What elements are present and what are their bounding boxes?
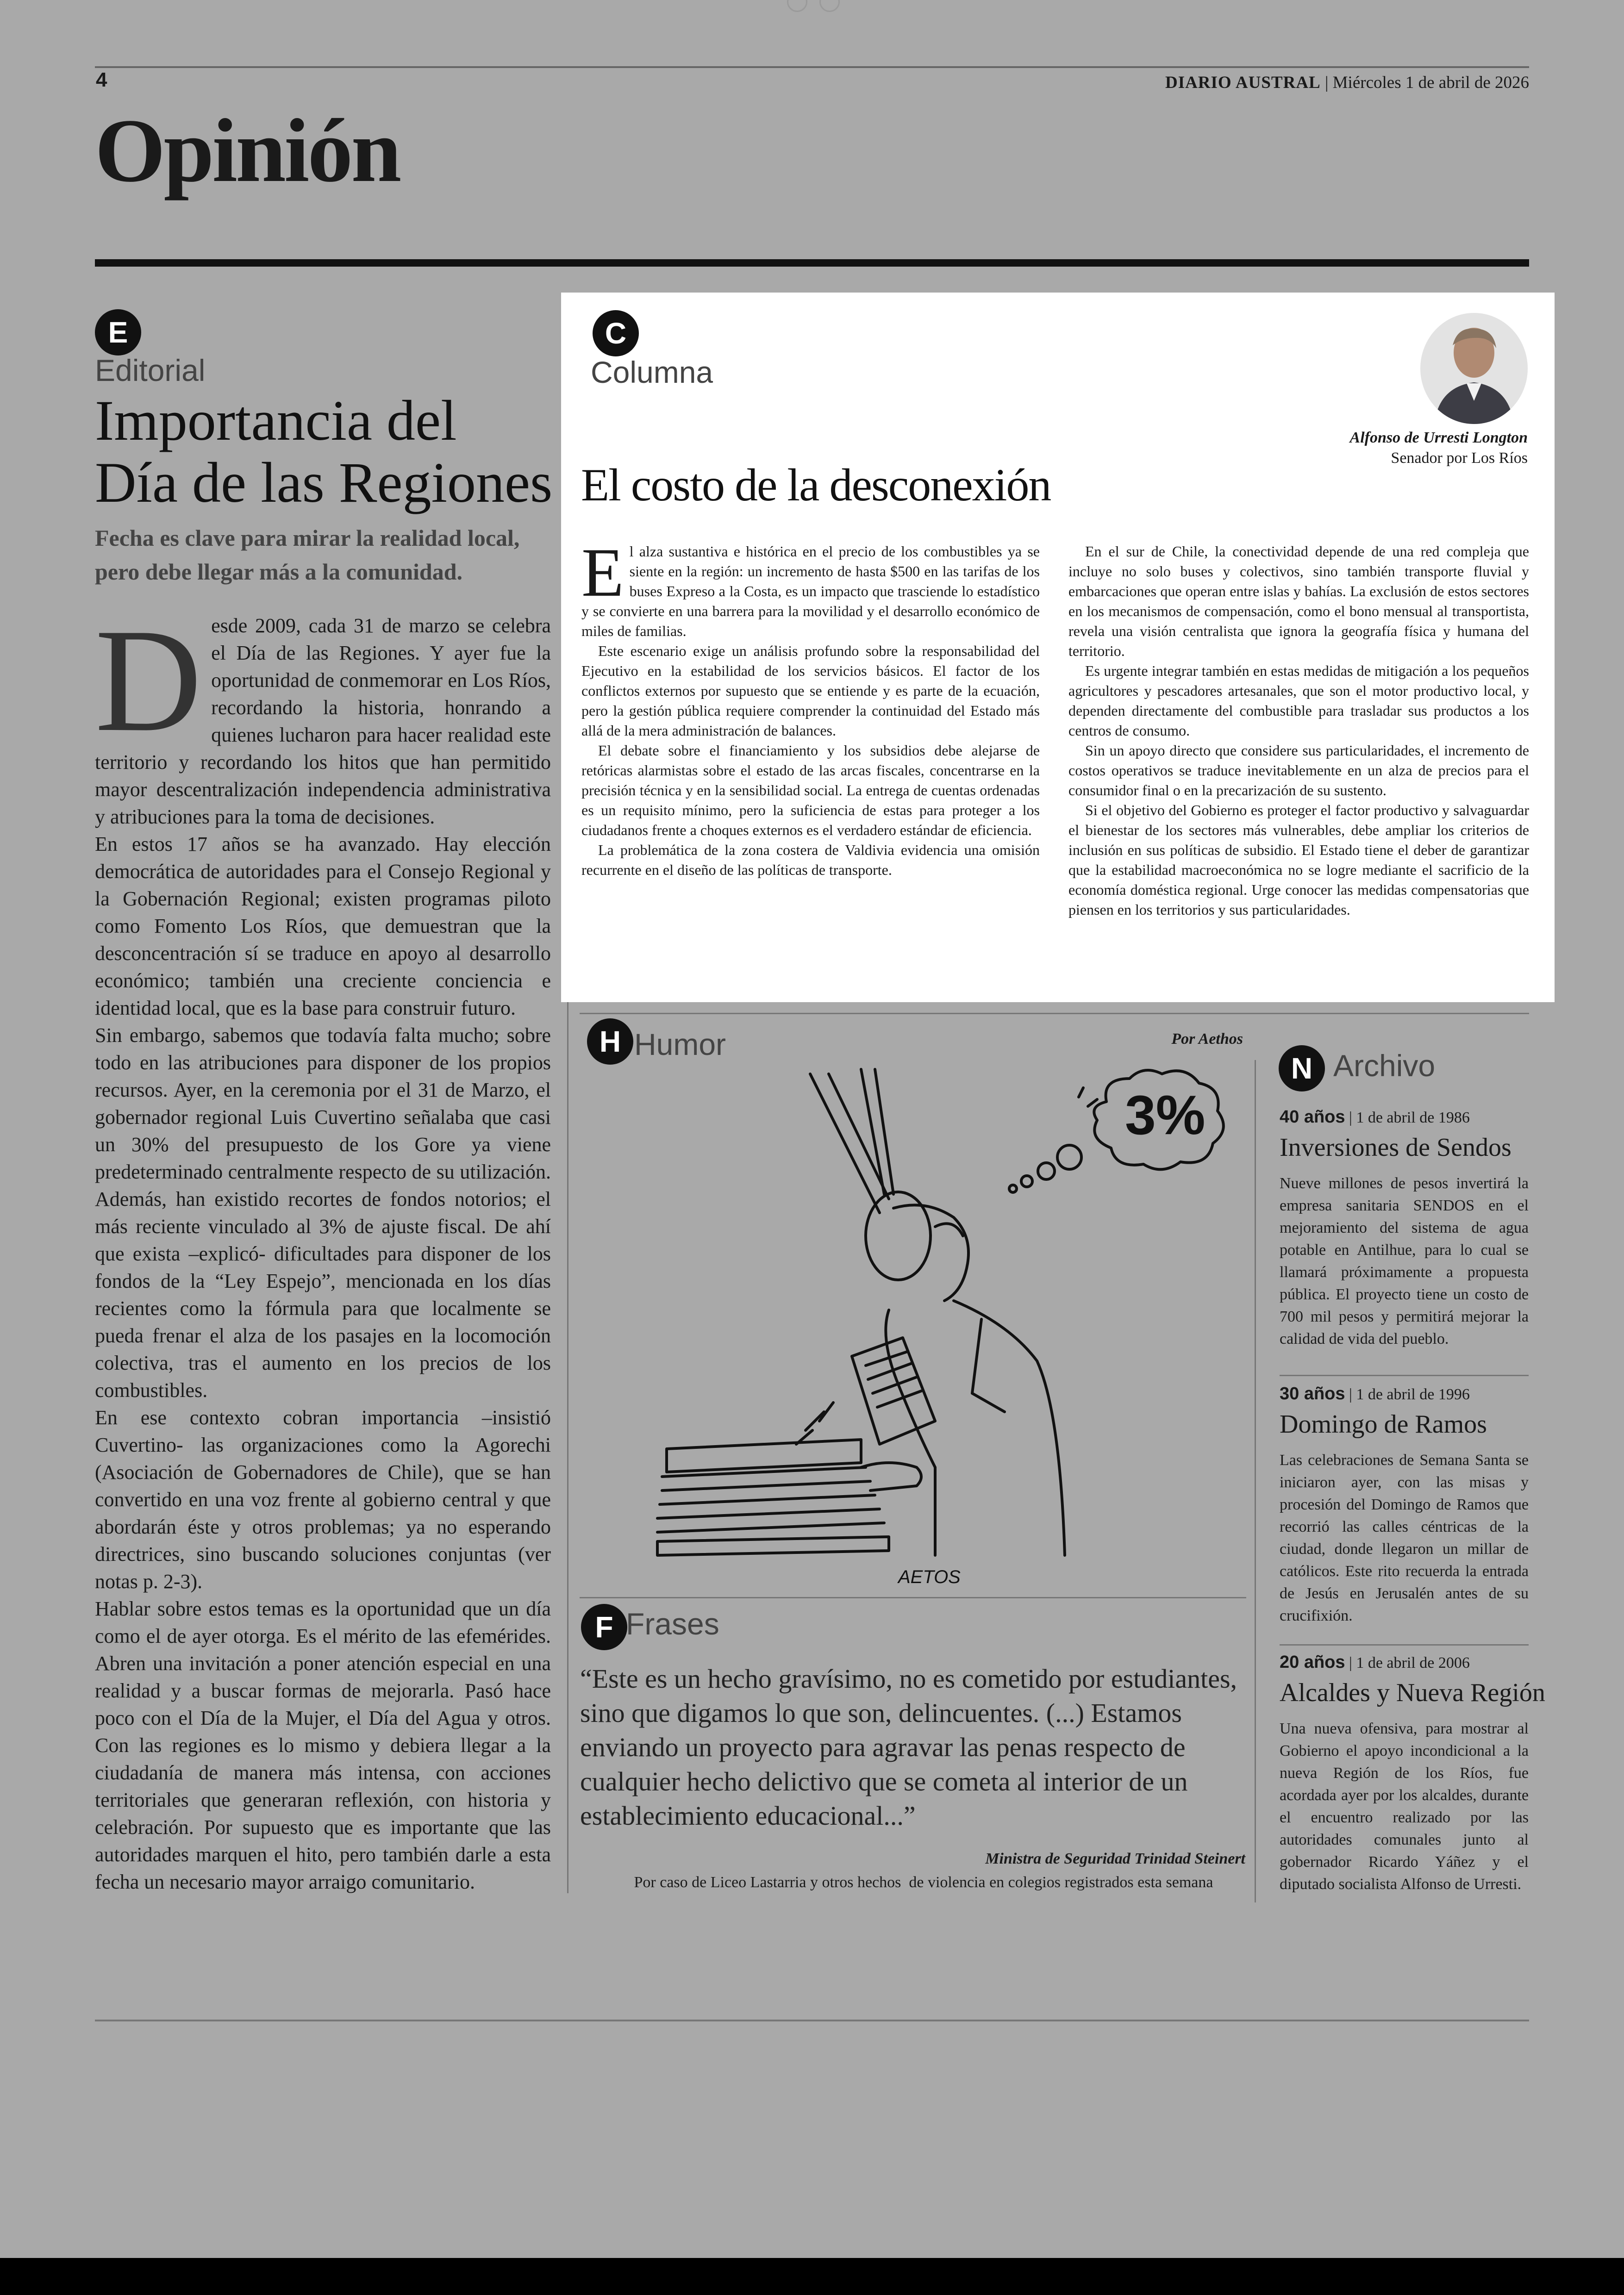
issue-date: Miércoles 1 de abril de 2026 bbox=[1332, 73, 1529, 92]
section-rule bbox=[95, 259, 1529, 267]
masthead bbox=[1165, 73, 1529, 93]
humor-credit: Por Aethos bbox=[1171, 1030, 1243, 1048]
archivo-item-1-years: 40 años bbox=[1280, 1107, 1345, 1127]
archivo-item-3-date: 1 de abril de 2006 bbox=[1356, 1654, 1470, 1671]
frases-quote: “Este es un hecho gravísimo, no es cometido por estudiantes, sino que digamos lo que son, delincuentes. (...) Estamos enviando un proyecto para agravar las penas respecto de cualquier hecho delictivo que se cometa al interior de un establecimiento educacional...” bbox=[580, 1664, 1237, 1831]
archivo-item-1-date: 1 de abril de 1986 bbox=[1356, 1109, 1470, 1126]
column-author: Alfonso de Urresti Longton bbox=[1349, 429, 1528, 446]
frases-top-rule bbox=[580, 1597, 1246, 1598]
editorial-paragraph-4: En ese contexto cobran importancia –insistió Cuvertino- las organizaciones como la Agorechi (Asociación de Gobernadores de Chile), que se han convertido en una voz frente al gobierno central y que abordarán éste y otros problemas; ya no esperando directrices, sino buscando soluciones conjuntas (ver notas p. 2-3). bbox=[95, 1406, 551, 1593]
archivo-item-3 bbox=[1280, 1653, 1545, 1896]
archivo-column-divider bbox=[1255, 1060, 1256, 1902]
archivo-item-3-years: 20 años bbox=[1280, 1653, 1345, 1672]
archivo-item-2-date: 1 de abril de 1996 bbox=[1356, 1386, 1470, 1403]
page-bottom-rule bbox=[95, 2020, 1529, 2021]
scroll-down-indicator[interactable] bbox=[819, 0, 840, 12]
column-dropcap: E bbox=[581, 534, 624, 611]
archivo-item-3-separator: | bbox=[1345, 1654, 1356, 1671]
frases-context: Por caso de Liceo Lastarria y otros hechos de violencia en colegios registrados esta semana bbox=[634, 1874, 1213, 1891]
archivo-badge: N bbox=[1279, 1045, 1325, 1091]
editorial-deck-line2: pero debe llegar más a la comunidad. bbox=[95, 559, 463, 585]
editorial-deck-line1: Fecha es clave para mirar la realidad local, bbox=[95, 525, 520, 551]
editorial-body bbox=[95, 599, 551, 1896]
column-kicker: Columna bbox=[591, 355, 713, 389]
editorial-deck bbox=[95, 521, 553, 589]
archivo-item-1-dateline bbox=[1280, 1107, 1529, 1127]
humor-badge: H bbox=[587, 1018, 633, 1065]
column-body-right bbox=[1068, 542, 1529, 920]
archivo-kicker: Archivo bbox=[1333, 1048, 1436, 1083]
editorial-headline-line2: Día de las Regiones bbox=[95, 451, 553, 514]
scroll-up-indicator[interactable] bbox=[787, 0, 807, 12]
column-paragraph-3: El debate sobre el financiamiento y los subsidios debe alejarse de retóricas alarmistas sobre el estado de las arcas fiscales, concentrarse en la precisión técnica y en la sensibilidad social. La entrega de cuentas ordenadas es un requisito mínimo, pero la suficiencia de estas para proteger a los ciudadanos frente a choques externos es el verdadero estándar de eficiencia. bbox=[581, 742, 1040, 838]
editorial-paragraph-2: En estos 17 años se ha avanzado. Hay elección democrática de autoridades para el Consejo Regional y la Gobernación Regional; existen programas piloto como Fomento Los Ríos, que demuestran que la desconcentración sí se traduce en apoyo al desarrollo económico; también una creciente conciencia e identidad local, que es la base para construir futuro. bbox=[95, 833, 551, 1019]
column-paragraph-2: Este escenario exige un análisis profundo sobre la responsabilidad del Ejecutivo en la estabilidad de los servicios básicos. El factor de los conflictos externos por supuesto que se entiende y es parte de la ecuación, pero la gestión pública requiere comprender la continuidad del Estado más allá de la mera administración de balances. bbox=[581, 642, 1040, 739]
masthead-separator: | bbox=[1320, 73, 1333, 92]
archivo-item-3-title: Alcaldes y Nueva Región bbox=[1280, 1678, 1545, 1707]
humor-cartoon bbox=[602, 1060, 1245, 1597]
column-paragraph-6: Es urgente integrar también en estas medidas de mitigación a los pequeños agricultores y pescadores artesanales, que son el motor productivo local, y dependen directamente del combustible para trasladar sus productos a los centros de consumo. bbox=[1068, 662, 1529, 739]
humor-kicker: Humor bbox=[634, 1027, 726, 1061]
archivo-item-1 bbox=[1280, 1107, 1529, 1350]
section-title: Opinión bbox=[95, 100, 400, 201]
viewer-bottom-bar bbox=[0, 2258, 1624, 2295]
frases-badge: F bbox=[581, 1604, 627, 1650]
archivo-item-2-text: Las celebraciones de Semana Santa se iniciaron ayer, con las misas y procesión del Domingo de Ramos que recorrió las calles céntricas de la ciudad, donde llegaron un millar de católicos. Este rito recuerda la entrada de Jesús en Jerusalén antes de su crucifixión. bbox=[1280, 1452, 1529, 1624]
column-paragraph-8: Si el objetivo del Gobierno es proteger el factor productivo y salvaguardar el bienestar de los sectores más vulnerables, debe ampliar los criterios de inclusión en sus políticas de subsidio. El Estado tiene el deber de garantizar que la estabilidad macroeconómica no se logre mediante el sacrificio de la economía doméstica regional. Urge conocer las medidas compensatorias que piensen en los territorios y sus particularidades. bbox=[1068, 802, 1529, 918]
editorial-headline-line1: Importancia del bbox=[95, 389, 457, 452]
editorial-badge: E bbox=[95, 309, 141, 355]
archivo-item-2-dateline bbox=[1280, 1384, 1529, 1404]
archivo-item-3-dateline bbox=[1280, 1653, 1529, 1672]
cartoonist-signature: AETOS bbox=[898, 1567, 961, 1587]
archivo-item-1-title: Inversiones de Sendos bbox=[1280, 1133, 1512, 1162]
newspaper-name: DIARIO AUSTRAL bbox=[1165, 73, 1321, 92]
column-byline bbox=[1250, 428, 1528, 468]
frases-kicker: Frases bbox=[626, 1607, 719, 1641]
archivo-item-2 bbox=[1280, 1384, 1529, 1627]
archivo-item-2-years: 30 años bbox=[1280, 1384, 1345, 1403]
column-paragraph-5: En el sur de Chile, la conectividad depende de una red compleja que incluye no solo buses y colectivos, sino también transporte fluvial y embarcaciones que operan entre islas y bahías. La exclusión de estos sectores en los mecanismos de compensación, como el bono mensual al transportista, revela una visión centralista que ignora la geografía física y humana del territorio. bbox=[1068, 543, 1529, 659]
editorial-headline bbox=[95, 390, 558, 514]
editorial-paragraph-3: Sin embargo, sabemos que todavía falta mucho; sobre todo en las atribuciones para disponer de los propios recursos. Ayer, en la ceremonia por el 31 de Marzo, el gobernador regional Luis Cuvertino señalaba que casi un 30% del presupuesto de los Gore ya viene predeterminado centralmente respecto de su utilización. Además, han existido recortes de fondos notorios; el más reciente vinculado al 3% de ajuste fiscal. De ahí que exista –explicó- dificultades para disponer de los fondos de la “Ley Espejo”, mencionada en los días recientes como la fórmula para que localmente se pueda frenar el alza de los pasajes en la locomoción colectiva, tras el aumento en los precios de los combustibles. bbox=[95, 1024, 551, 1402]
frases-attribution: Ministra de Seguridad Trinidad Steinert bbox=[985, 1850, 1245, 1867]
archivo-item-1-text: Nueve millones de pesos invertirá la empresa sanitaria SENDOS en el mejoramiento del sistema de agua potable en Antilhue, para lo cual se llamará próximamente a propuesta pública. El proyecto tiene un costo de 700 mil pesos y permitirá mejorar la calidad de vida del pueblo. bbox=[1280, 1175, 1529, 1347]
header-top-rule bbox=[95, 66, 1529, 68]
archivo-item-1-separator: | bbox=[1345, 1109, 1356, 1126]
author-portrait-icon bbox=[1420, 313, 1528, 424]
author-photo bbox=[1420, 313, 1528, 424]
archivo-divider-1 bbox=[1280, 1375, 1529, 1376]
editorial-kicker: Editorial bbox=[95, 353, 206, 387]
cartoon-illustration-icon bbox=[602, 1060, 1245, 1597]
editorial-paragraph-5: Hablar sobre estos temas es la oportunidad que un día como el de ayer otorga. Es el mérito de las efemérides. Abren una invitación a poner atención especial en una realidad y a buscar formas de mejorarla. Pasó hace poco con el Día de la Mujer, el Día del Agua y otros. Con las regiones es lo mismo y debiera llegar a la ciudadanía de manera más intensa, con acciones territoriales que generaran reflexión, con historia y celebración. Por supuesto que es importante que las autoridades marquen el hito, pero también darle a esta fecha un necesario mayor arraigo comunitario. bbox=[95, 1597, 551, 1893]
editorial-paragraph-1: esde 2009, cada 31 de marzo se celebra el Día de las Regiones. Y ayer fue la oportunidad de conmemorar en Los Ríos, recordando la historia, honrando a quienes lucharon para hacer realidad este territorio y recordando los hitos que han permitido mayor descentralización independencia administrativa y atribuciones para la toma de decisiones. bbox=[95, 614, 551, 828]
thought-bubble-text: 3% bbox=[1125, 1084, 1206, 1146]
page-number: 4 bbox=[96, 69, 107, 91]
column-badge: C bbox=[593, 310, 639, 356]
column-paragraph-4: La problemática de la zona costera de Valdivia evidencia una omisión recurrente en el diseño de las políticas de transporte. bbox=[581, 842, 1040, 878]
column-paragraph-7: Sin un apoyo directo que considere sus particularidades, el incremento de costos operativos se traduce inevitablemente en un alza de precios para el consumidor final o en la precarización de su sustento. bbox=[1068, 742, 1529, 798]
column-paragraph-1: l alza sustantiva e histórica en el precio de los combustibles ya se siente en la región: un incremento de hasta $500 en las tarifas de los buses Expreso a la Costa, es un impacto que trasciende lo estadístico y se convierte en una barrera para la movilidad y el desarrollo económico de miles de familias. bbox=[581, 543, 1040, 639]
editorial-dropcap: D bbox=[95, 599, 202, 762]
column-bottom-rule bbox=[580, 1013, 1529, 1014]
archivo-item-2-title: Domingo de Ramos bbox=[1280, 1410, 1487, 1439]
archivo-divider-2 bbox=[1280, 1644, 1529, 1646]
archivo-item-2-separator: | bbox=[1345, 1386, 1356, 1403]
column-author-role: Senador por Los Ríos bbox=[1391, 449, 1528, 467]
archivo-item-3-text: Una nueva ofensiva, para mostrar al Gobierno el apoyo incondicional a la nueva Región de los Ríos, fue acordada ayer por los alcaldes, durante el encuentro realizado por las autoridades comunales junto al gobernador Ricardo Yáñez y el diputado socialista Alfonso de Urresti. bbox=[1280, 1720, 1529, 1893]
column-body-left bbox=[581, 534, 1040, 880]
column-title: El costo de la desconexión bbox=[581, 459, 1051, 511]
